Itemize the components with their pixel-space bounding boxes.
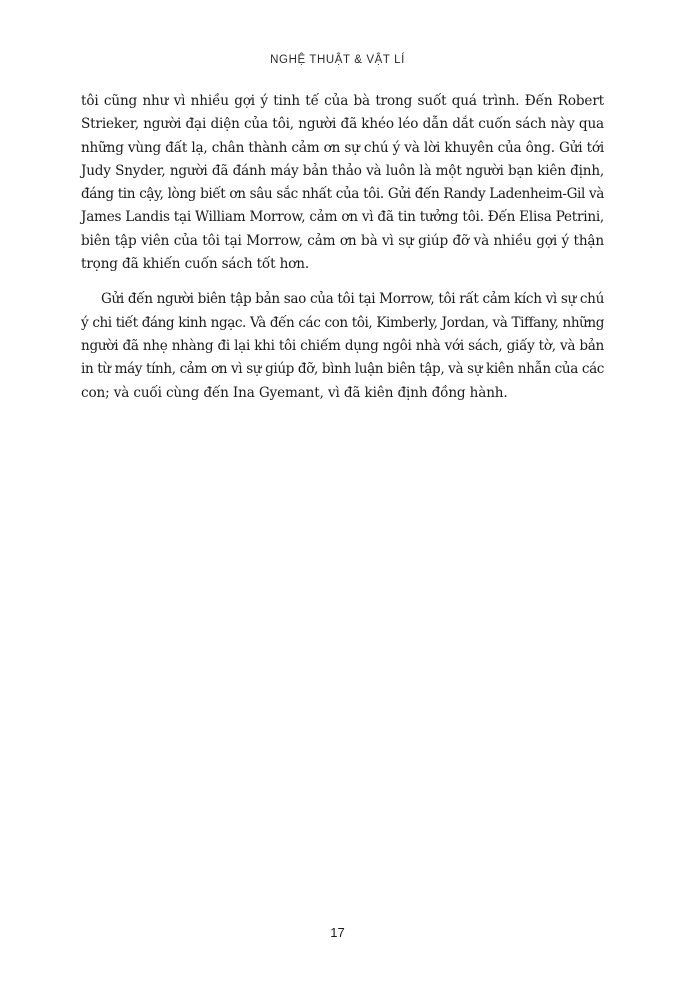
body-text [81, 90, 604, 417]
text-line: biên tập viên của tôi tại Morrow, cảm ơn bà vì sự giúp đỡ và nhiều gợi ý thận [81, 232, 604, 249]
running-header: NGHỆ THUẬT & VẬT LÍ [270, 54, 405, 66]
text-line: Gửi đến người biên tập bản sao của tôi tại Morrow, tôi rất cảm kích vì sự chú [101, 291, 604, 308]
text-line: Strieker, người đại diện của tôi, người đã khéo léo dẫn dắt cuốn sách này qua [81, 116, 604, 133]
text-line: đáng tin cậy, lòng biết ơn sâu sắc nhất của tôi. Gửi đến Randy Ladenheim-Gil và [81, 186, 604, 203]
text-line: ý chi tiết đáng kinh ngạc. Và đến các con tôi, Kimberly, Jordan, và Tiffany, những [81, 314, 604, 331]
text-line: James Landis tại William Morrow, cảm ơn vì đã tin tưởng tôi. Đến Elisa Petrini, [81, 209, 605, 226]
text-line: trọng đã khiến cuốn sách tốt hơn. [81, 256, 309, 273]
text-line: người đã nhẹ nhàng đi lại khi tôi chiếm dụng ngôi nhà với sách, giấy tờ, và bản [81, 337, 604, 354]
paragraph-1 [81, 90, 604, 276]
page-number: 17 [330, 925, 345, 940]
text-line: tôi cũng như vì nhiều gợi ý tinh tế của bà trong suốt quá trình. Đến Robert [81, 93, 604, 109]
text-line: Judy Snyder, người đã đánh máy bản thảo và luôn là một người bạn kiên định, [81, 162, 604, 179]
paragraph-2 [81, 288, 604, 404]
text-line: những vùng đất lạ, chân thành cảm ơn sự chú ý và lời khuyên của ông. Gửi tới [81, 139, 604, 156]
text-line: in từ máy tính, cảm ơn vì sự giúp đỡ, bình luận biên tập, và sự kiên nhẫn của các [81, 361, 604, 378]
text-line: con; và cuối cùng đến Ina Gyemant, vì đã kiên định đồng hành. [81, 384, 508, 401]
